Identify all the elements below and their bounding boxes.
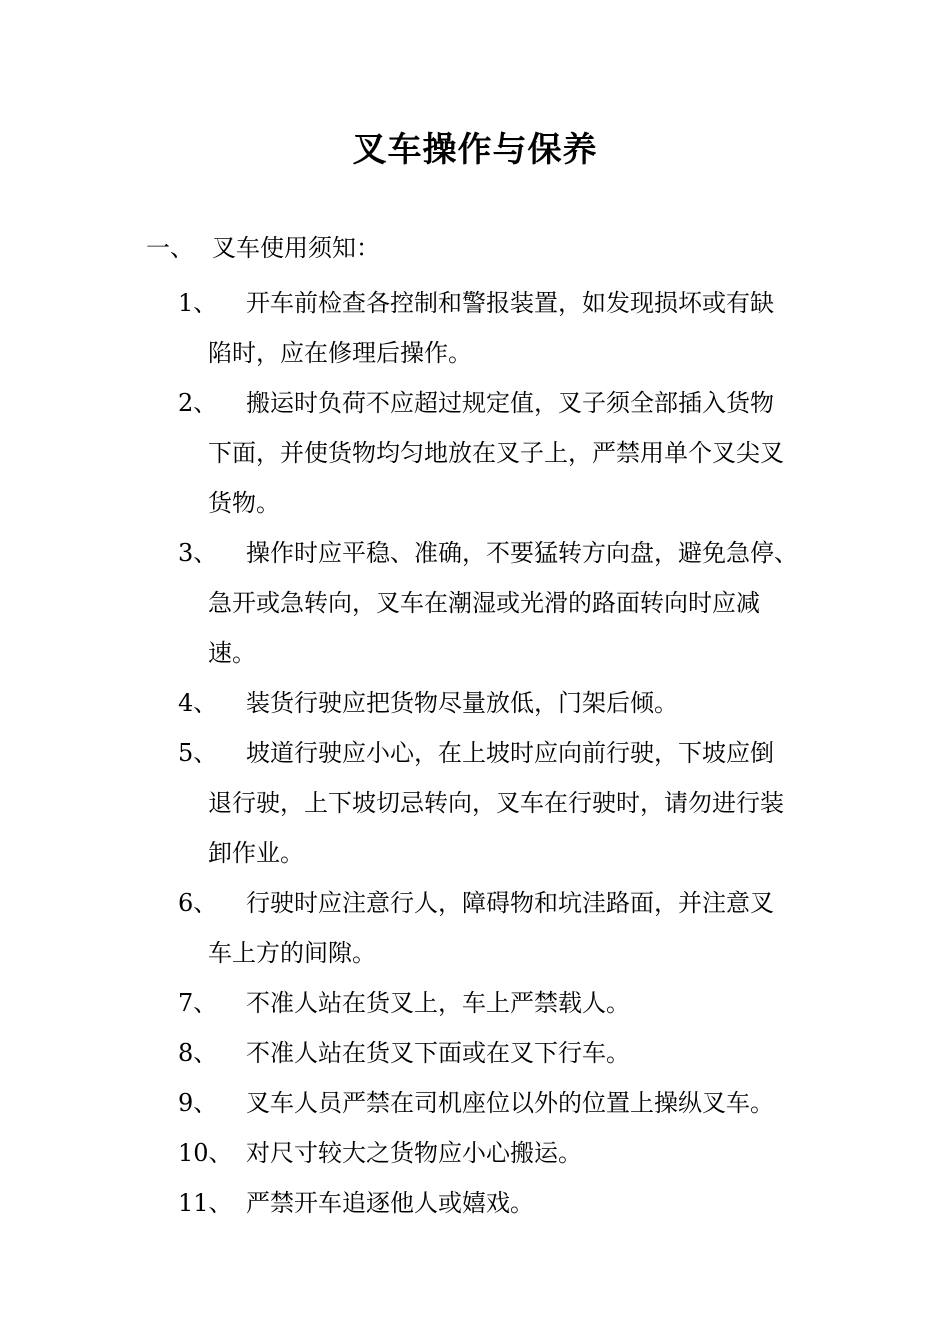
document-title: 叉车操作与保养 xyxy=(352,130,598,170)
item-text-continued: 陷时，应在修理后操作。 xyxy=(208,339,472,367)
list-item xyxy=(178,1028,818,1078)
item-number: 8、 xyxy=(178,1039,218,1067)
item-text-continued: 车上方的间隙。 xyxy=(208,939,376,967)
list-item xyxy=(178,878,818,978)
item-text: 行驶时应注意行人，障碍物和坑洼路面，并注意叉 xyxy=(246,889,774,917)
item-number: 10、 xyxy=(178,1139,233,1167)
item-number: 2、 xyxy=(178,389,218,417)
item-number: 7、 xyxy=(178,989,218,1017)
item-number: 9、 xyxy=(178,1089,218,1117)
item-text: 装货行驶应把货物尽量放低，门架后倾。 xyxy=(246,689,678,717)
list-item xyxy=(178,378,818,528)
item-number: 5、 xyxy=(178,739,218,767)
item-number: 11、 xyxy=(178,1189,233,1217)
item-number: 1、 xyxy=(178,289,218,317)
item-text-continued: 速。 xyxy=(208,639,256,667)
section-heading-text: 叉车使用须知： xyxy=(212,234,380,262)
item-text: 叉车人员严禁在司机座位以外的位置上操纵叉车。 xyxy=(246,1089,774,1117)
list-item xyxy=(178,528,818,678)
list-item xyxy=(178,1178,818,1228)
section-number: 一、 xyxy=(146,234,194,262)
item-text-continued: 退行驶，上下坡切忌转向，叉车在行驶时，请勿进行装 xyxy=(208,789,784,817)
item-text-continued: 下面，并使货物均匀地放在叉子上，严禁用单个叉尖叉 xyxy=(208,439,784,467)
item-text-continued: 卸作业。 xyxy=(208,839,304,867)
item-text: 开车前检查各控制和警报装置，如发现损坏或有缺 xyxy=(246,289,774,317)
rules-list xyxy=(178,278,818,1228)
item-text: 坡道行驶应小心，在上坡时应向前行驶，下坡应倒 xyxy=(246,739,774,767)
item-text-continued: 货物。 xyxy=(208,489,280,517)
item-text: 搬运时负荷不应超过规定值，叉子须全部插入货物 xyxy=(246,389,774,417)
list-item xyxy=(178,1078,818,1128)
item-text: 操作时应平稳、准确，不要猛转方向盘，避免急停、 xyxy=(246,539,798,567)
item-text: 不准人站在货叉上，车上严禁载人。 xyxy=(246,989,630,1017)
item-number: 4、 xyxy=(178,689,218,717)
list-item xyxy=(178,728,818,878)
item-text: 对尺寸较大之货物应小心搬运。 xyxy=(246,1139,582,1167)
item-number: 6、 xyxy=(178,889,218,917)
list-item xyxy=(178,1128,818,1178)
item-number: 3、 xyxy=(178,539,218,567)
item-text: 不准人站在货叉下面或在叉下行车。 xyxy=(246,1039,630,1067)
list-item xyxy=(178,978,818,1028)
list-item xyxy=(178,678,818,728)
section-heading xyxy=(146,228,380,268)
item-text-continued: 急开或急转向，叉车在潮湿或光滑的路面转向时应减 xyxy=(208,589,760,617)
list-item xyxy=(178,278,818,378)
item-text: 严禁开车追逐他人或嬉戏。 xyxy=(246,1189,534,1217)
